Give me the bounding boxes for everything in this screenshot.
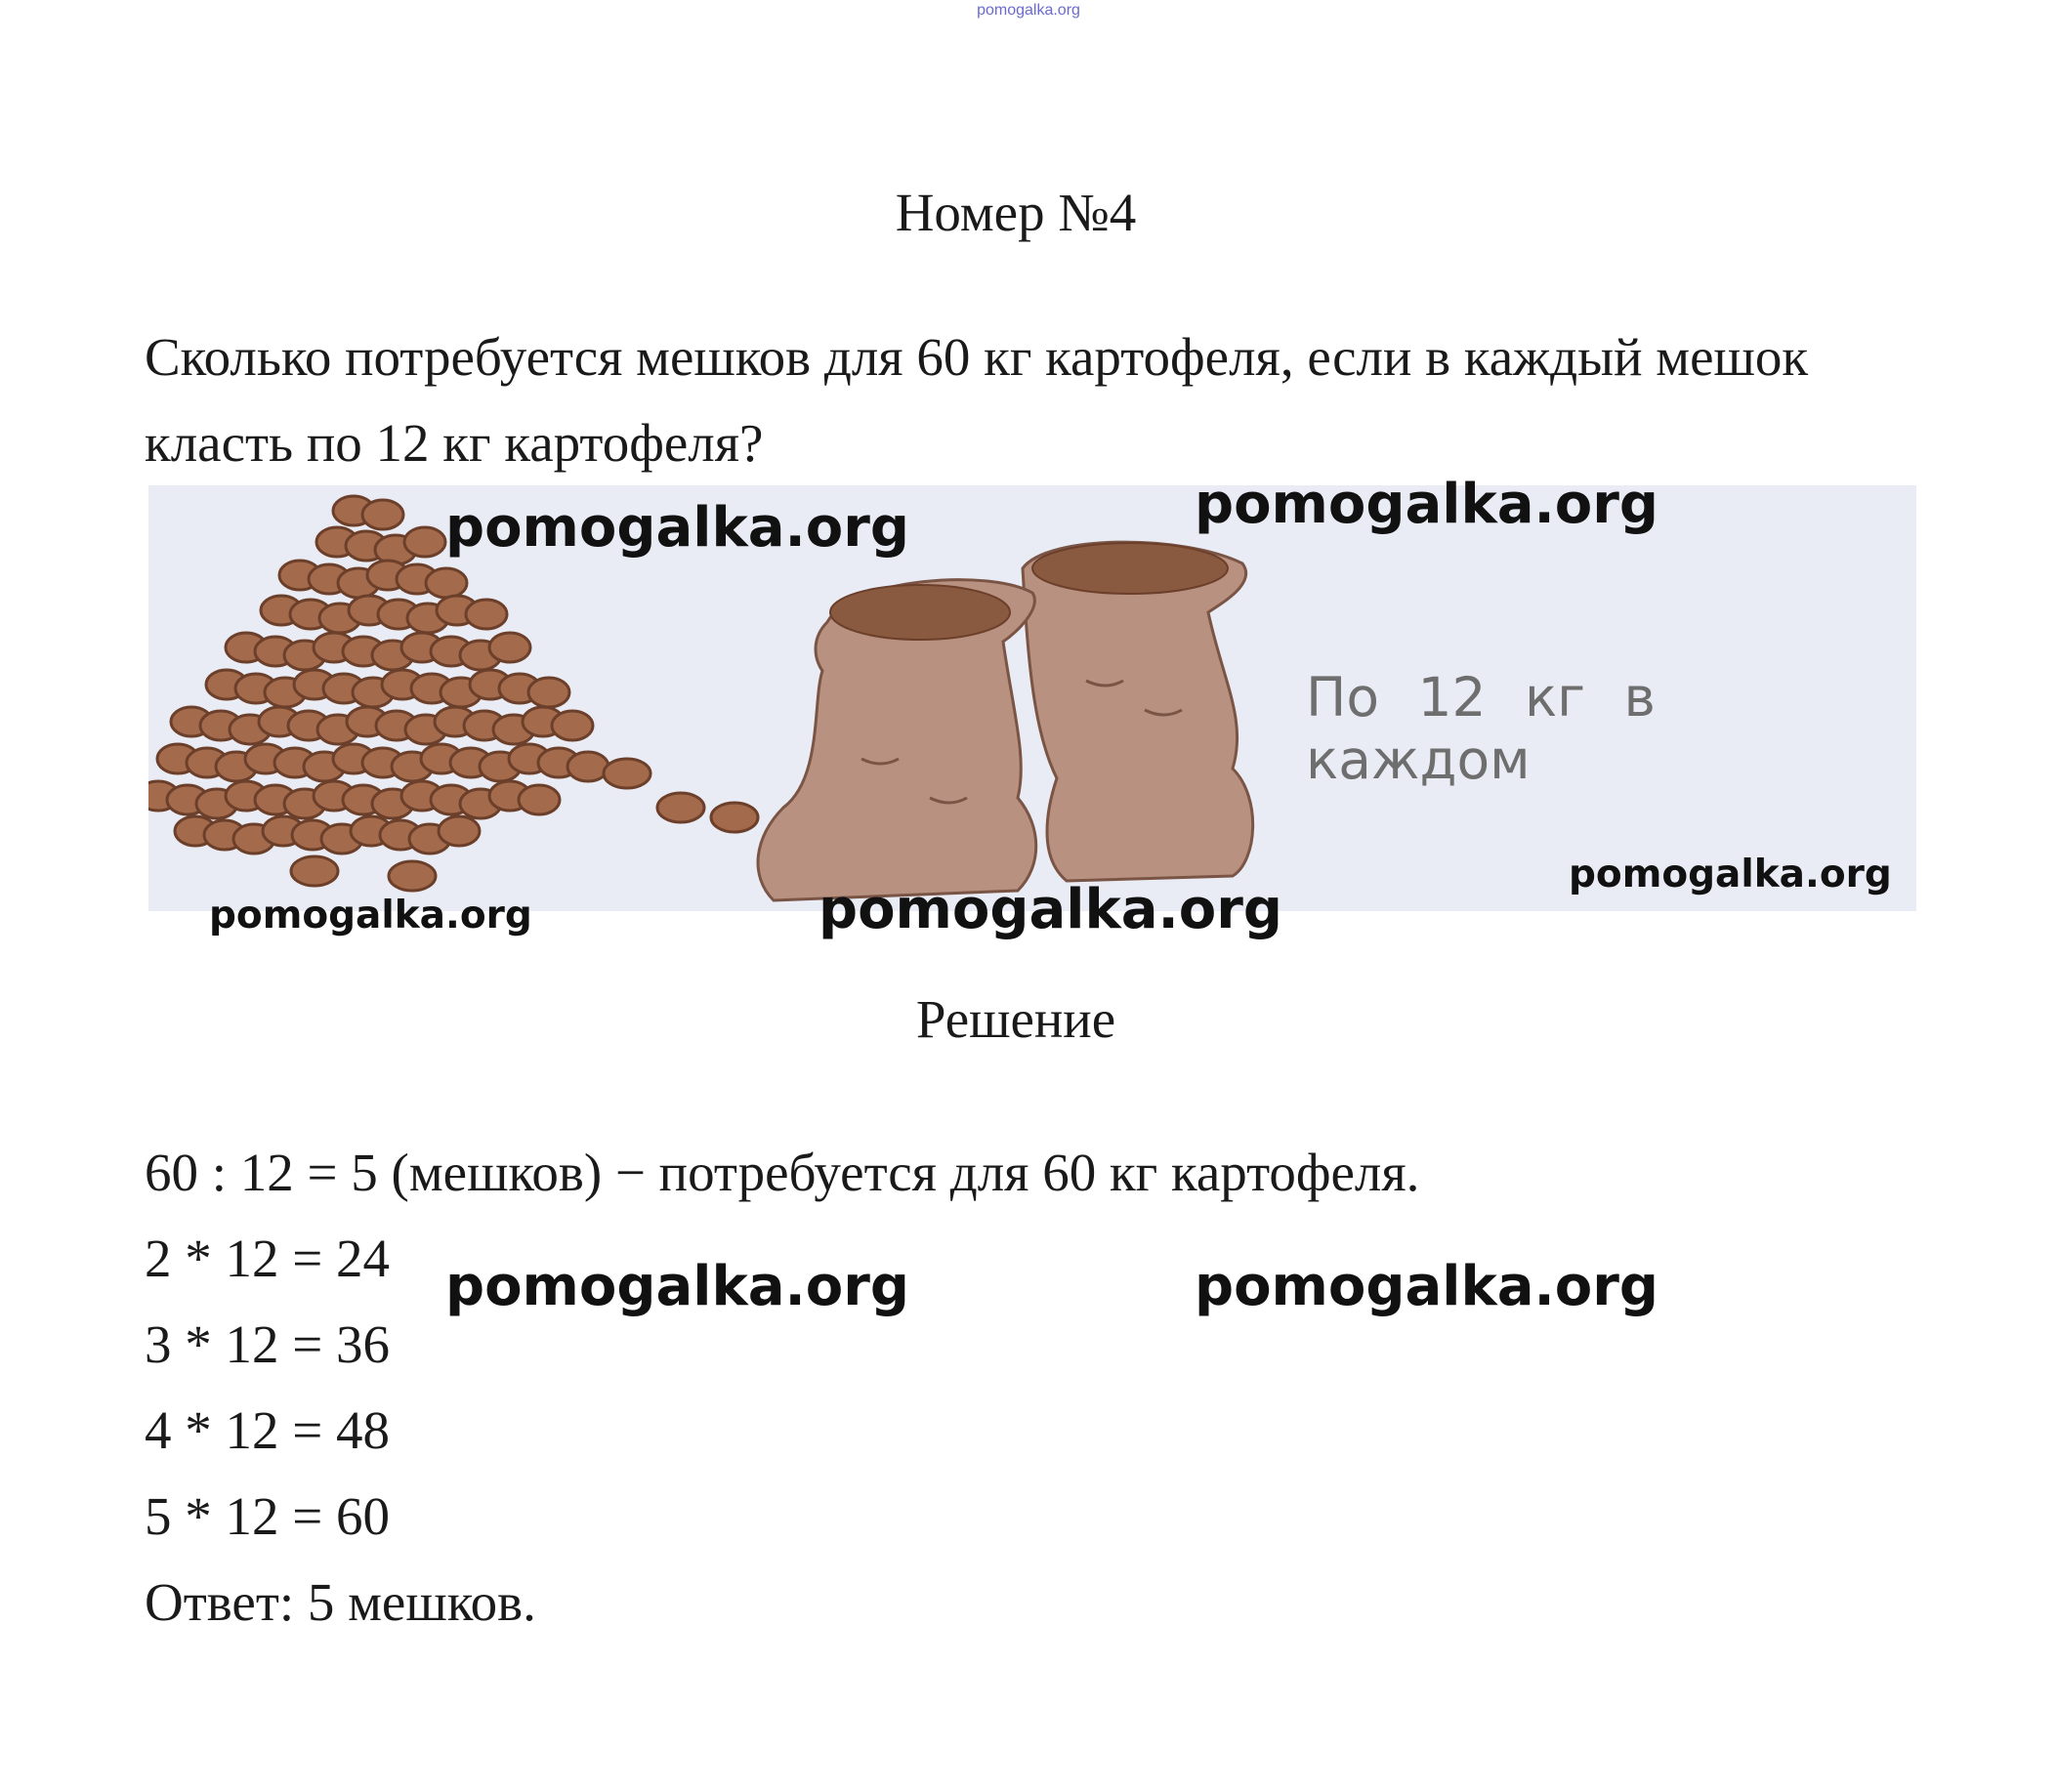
potato [426,568,467,598]
task-text: Сколько потребуется мешков для 60 кг картофеля, если в каждый мешок класть по 12 кг картофеля? [145,327,1809,473]
potato [466,600,507,629]
illustration [148,485,1916,911]
answer-line: Ответ: 5 мешков. [145,1572,536,1632]
watermark: pomogalka.org [1195,473,1658,536]
watermark: pomogalka.org [819,878,1282,941]
illustration-caption: По 12 кг в каждом [1306,666,1656,791]
sack-front [758,580,1036,900]
potato [362,500,403,529]
watermark: pomogalka.org [445,1255,909,1318]
potato [404,527,445,557]
solution-body [145,1130,1922,1646]
solution-line: 4 * 12 = 48 [145,1400,391,1460]
potato [552,711,593,740]
potato [389,861,436,891]
sack-back [1023,542,1253,881]
solution-line: 2 * 12 = 24 [145,1229,391,1288]
potato [439,816,480,846]
top-watermark: pomogalka.org [977,2,1080,19]
potato [604,759,651,788]
watermark: pomogalka.org [1195,1255,1658,1318]
potato [519,785,560,814]
watermark: pomogalka.org [445,496,909,560]
potato [657,793,704,822]
solution-line: 5 * 12 = 60 [145,1486,391,1546]
potato [711,803,758,832]
solution-line: 3 * 12 = 36 [145,1314,391,1374]
potato [291,856,338,886]
watermark: pomogalka.org [1569,853,1892,896]
solution-title: Решение [915,989,1116,1049]
solution-line: 60 : 12 = 5 (мешков) − потребуется для 60 кг картофеля. [145,1143,1420,1202]
page-title: Номер №4 [895,183,1137,242]
potato [489,633,530,662]
watermark: pomogalka.org [209,894,532,938]
potato [528,678,569,707]
potato [567,752,609,781]
